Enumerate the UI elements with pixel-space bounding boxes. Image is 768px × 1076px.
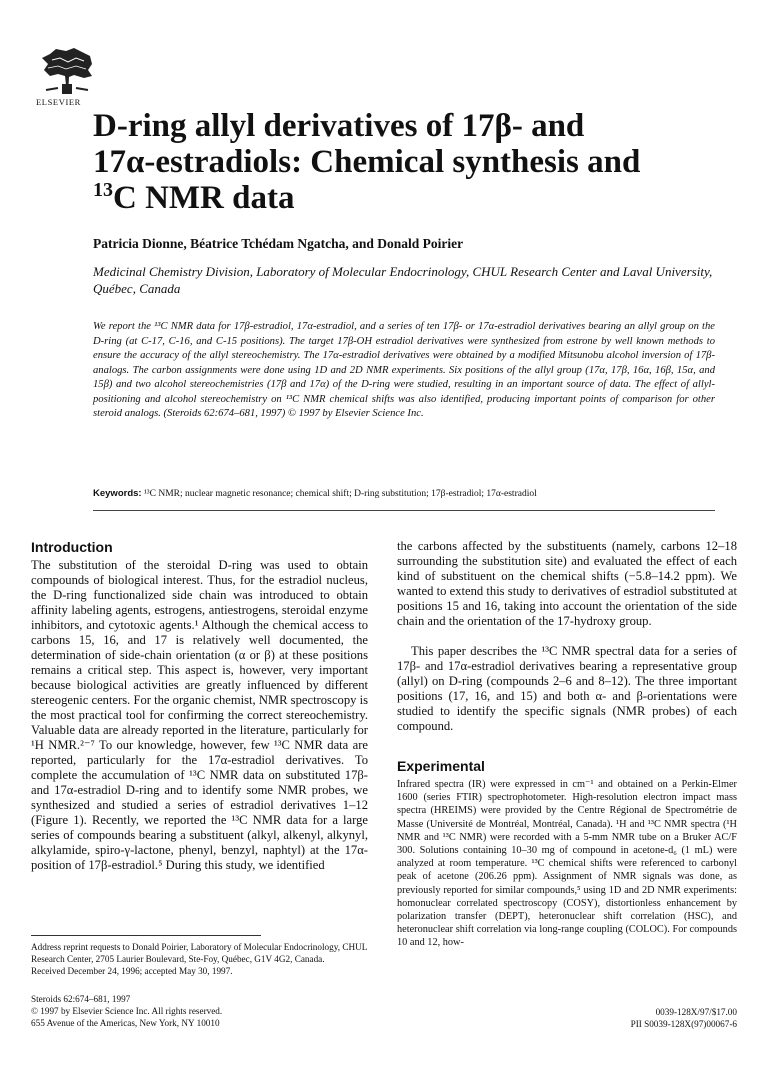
elsevier-tree-logo bbox=[38, 46, 96, 96]
footnote-dates: Received December 24, 1996; accepted May 30, 1997. bbox=[31, 966, 233, 976]
introduction-paragraph-2: This paper describes the ¹³C NMR spectral data for a series of 17β- and 17α-estradiol derivatives bearing a representative group (allyl) on D-ring (compounds 2–6 and 8–12). The three important positions (17, 16, and 15) and both α- and β-orientations were studied to identify the specific signals (NMR probes) of each compound. bbox=[397, 644, 737, 733]
title-line-3: C NMR data bbox=[113, 180, 295, 216]
article-identifiers bbox=[500, 1006, 737, 1030]
title-line-2: 17α-estradiols: Chemical synthesis and bbox=[93, 144, 641, 180]
footer-pii: PII S0039-128X(97)00067-6 bbox=[630, 1019, 737, 1029]
author-list: Patricia Dionne, Béatrice Tchédam Ngatcha, and Donald Poirier bbox=[93, 236, 464, 251]
article-title bbox=[93, 108, 713, 216]
experimental-paragraph-1: Infrared spectra (IR) were expressed in cm⁻¹ and obtained on a Perkin-Elmer 1600 (series FTIR) spectrophotometer. High-resolution electron impact mass spectra (HREIMS) were provided by the Centre Régional de Spectrométrie de Masse (Université de Montréal, Montréal, Canada). ¹H and ¹³C NMR spectra (¹H NMR and ¹³C NMR) were recorded with a 5-mm NMR tube on a Bruker AC/F 300. Solutions containing 10–30 mg of compound in acetone-d₆ (1 mL) were analyzed at room temperature. ¹³C chemical shifts were referenced to carbonyl peak of acetone (206.26 ppm). Assignment of NMR signals was done, as previously reported for similar compounds,⁵ using 1D and 2D NMR experiments: homonuclear correlated spectroscopy (COSY), distortionless enhancement by polarization transfer (DEPT), heteronuclear shift correlation (HSC), and heteronuclear shift correlation via long-range coupling (COLOC). For compounds 10 and 12, how- bbox=[397, 779, 737, 949]
journal-citation bbox=[31, 993, 371, 1029]
keywords-label: Keywords: bbox=[93, 488, 142, 499]
footnote-address: Address reprint requests to Donald Poirier, Laboratory of Molecular Endocrinology, CHUL Research Center, 2705 Laurier Boulevard, Ste-Foy, Québec, G1V 4G2, Canada. bbox=[31, 942, 367, 964]
footer-issn: 0039-128X/97/$17.00 bbox=[655, 1007, 737, 1017]
introduction-paragraph-1: The substitution of the steroidal D-ring was used to obtain compounds of biological interest. Thus, for the estradiol nucleus, the D-ring functionalized side chain was introduced to obtain affinity labeling agents, estrogens, antiestrogens, steroidal enzyme inhibitors, and cytotoxic agents.¹ Although the chemical access to carbons 15, 16, and 17 is relatively well documented, the determination of side-chain orientation (α or β) at these positions remains a critical step. This aspect is, however, very important because biological activities are greatly influenced by different stereogenic centers. For the organic chemist, NMR spectroscopy is the most practical tool for confirming the correct stereochemistry. Valuable data are already reported in the literature, particularly for ¹H NMR.²⁻⁷ To our knowledge, however, few ¹³C NMR data are reported, particularly for the 17α-estradiol derivatives. To complete the accumulation of ¹³C NMR data on substituted 17β- and 17α-estradiol D-ring and to identify some NMR probes, we synthesized and studied a series of estradiol derivatives 1–12 (Figure 1). Recently, we reported the ¹³C NMR data for a large series of compounds bearing a substituent (alkyl, alkenyl, alkynyl, alkylamide, spiro-γ-lactone, phenyl, benzyl, naphtyl) at the 17α-position of 17β-estradiol.⁵ During this study, we identified bbox=[31, 558, 368, 872]
keywords bbox=[93, 488, 715, 499]
title-superscript: 13 bbox=[93, 179, 113, 201]
keywords-text: ¹³C NMR; nuclear magnetic resonance; chemical shift; D-ring substitution; 17β-estradiol; 17α-estradiol bbox=[143, 489, 537, 499]
experimental-heading: Experimental bbox=[397, 758, 485, 774]
title-line-1: D-ring allyl derivatives of 17β- and bbox=[93, 108, 585, 144]
affiliation: Medicinal Chemistry Division, Laboratory of Molecular Endocrinology, CHUL Research Center and Laval University, Québec, Canada bbox=[93, 264, 713, 296]
footnote bbox=[31, 941, 368, 977]
section-divider bbox=[93, 510, 715, 511]
footer-journal: Steroids 62:674–681, 1997 bbox=[31, 994, 131, 1004]
introduction-paragraph-1-continued: the carbons affected by the substituents (namely, carbons 12–18 surrounding the substitution site) and evaluated the effect of each kind of substituent on the chemical shifts (−5.8–14.2 ppm). We wanted to extend this study to derivatives of estradiol substituted at positions 15 and 16, taking into account the orientation of the side chain and the orientation of the 17-hydroxy group. bbox=[397, 539, 737, 628]
footer-copyright: © 1997 by Elsevier Science Inc. All rights reserved. bbox=[31, 1006, 223, 1016]
footnote-divider bbox=[31, 935, 261, 936]
introduction-heading: Introduction bbox=[31, 539, 113, 555]
footer-address: 655 Avenue of the Americas, New York, NY 10010 bbox=[31, 1018, 220, 1028]
publisher-name: ELSEVIER bbox=[36, 97, 81, 107]
abstract: We report the ¹³C NMR data for 17β-estradiol, 17α-estradiol, and a series of ten 17β- or 17α-estradiol derivatives bearing an allyl group on the D-ring (at C-17, C-16, and C-15 positions). The target 17β-OH estradiol derivatives were synthesized from estrone by well known methods to ensure the accuracy of the allyl stereochemistry. The 17α-estradiol derivatives were obtained by a modified Mitsunobu alcohol inversion of 17β-analogs. The carbon assignments were done using 1D and 2D NMR experiments. Six positions of the allyl group (17α, 17β, 16α, 16β, 15α, and 15β) and two alcohol stereochemistries (17β and 17α) of the D-ring were studied, resulting in an important source of data. The effect of allyl-positioning and alcohol stereochemistry on ¹³C NMR chemical shifts was also identified, producing important points of comparison for other steroid analogs. (Steroids 62:674–681, 1997) © 1997 by Elsevier Science Inc. bbox=[93, 321, 715, 419]
